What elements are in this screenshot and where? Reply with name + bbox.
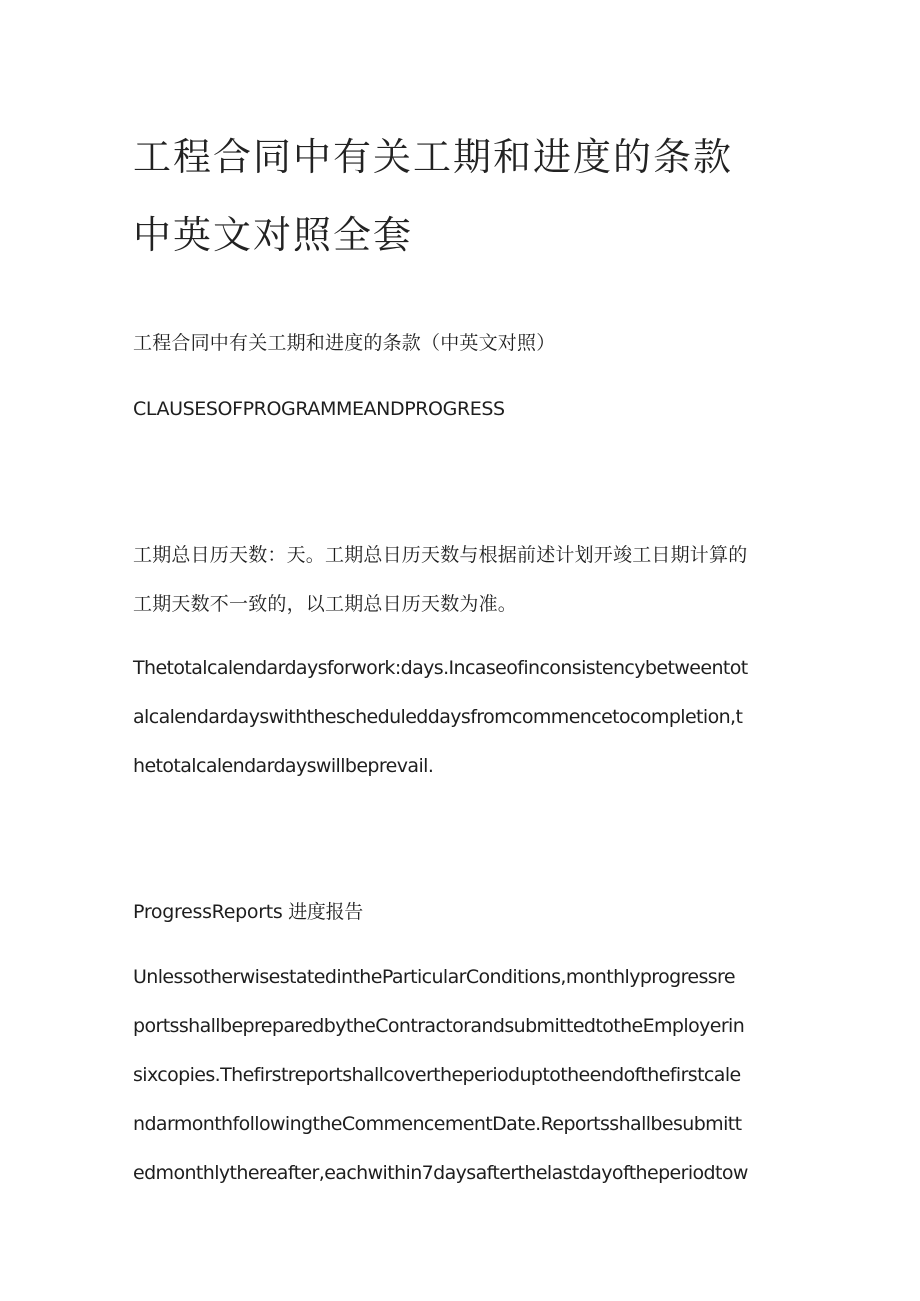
section2-en-line-2: portsshallbepreparedbytheContractorandsubmittedtotheEmployerin	[133, 1015, 745, 1037]
title-line-1: 工程合同中有关工期和进度的条款	[133, 135, 734, 179]
section1-en-line-2: alcalendardayswiththescheduleddaysfromcommencetocompletion,t	[133, 706, 743, 728]
section1-en-line-3: hetotalcalendardayswillbeprevail.	[133, 755, 434, 777]
section2-en-line-5: edmonthlythereafter,eachwithin7daysafterthelastdayoftheperiodtow	[133, 1162, 748, 1184]
subtitle-cn: 工程合同中有关工期和进度的条款（中英文对照）	[133, 332, 556, 354]
section1-cn-line-1: 工期总日历天数：天。工期总日历天数与根据前述计划开竣工日期计算的	[133, 544, 748, 566]
title-line-2: 中英文对照全套	[133, 213, 414, 257]
section2-en-line-3: sixcopies.Thefirstreportshallcovertheperioduptotheendofthefirstcale	[133, 1064, 741, 1086]
section2-en-line-1: UnlessotherwisestatedintheParticularConditions,monthlyprogressre	[133, 966, 735, 988]
subtitle-en: CLAUSESOFPROGRAMMEANDPROGRESS	[133, 398, 505, 420]
document-title	[133, 118, 793, 274]
section2-en-line-4: ndarmonthfollowingtheCommencementDate.Reportsshallbesubmitt	[133, 1113, 742, 1135]
section2-heading: ProgressReports 进度报告	[133, 901, 364, 923]
section1-en-line-1: Thetotalcalendardaysforwork:days.Incaseofinconsistencybetweentot	[133, 657, 748, 679]
section1-cn-line-2: 工期天数不一致的，以工期总日历天数为准。	[133, 593, 518, 615]
